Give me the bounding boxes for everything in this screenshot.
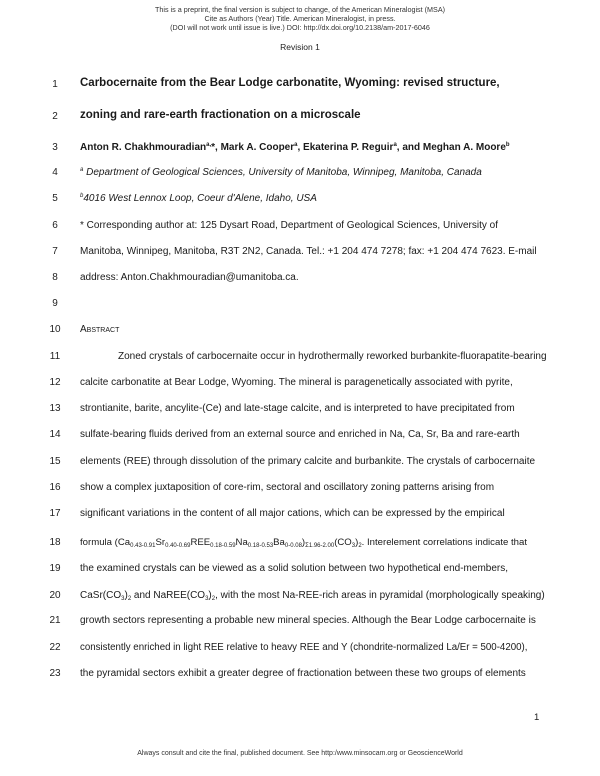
abstract-line: growth sectors representing a probable new mineral species. Although the Bear Lodge carbocernaite is (80, 615, 536, 626)
formula-subscript: 2 (127, 596, 132, 602)
line-number: 17 (49, 508, 61, 519)
author-1: Anton R. Chakhmouradian (80, 142, 207, 153)
line-number: 1 (52, 79, 58, 90)
author-1-affiliation: a, (206, 142, 212, 148)
author-2-affiliation: a (294, 142, 298, 148)
formula-subscript: 0-0.08 (284, 543, 302, 549)
formula-subscript: 3 (205, 596, 209, 602)
preprint-notice: This is a preprint, the final version is subject to change, of the American Mineralogist (MSA) (154, 5, 446, 14)
affiliation-a-text: Department of Geological Sciences, University of Manitoba, Winnipeg, Manitoba, Canada (86, 167, 482, 178)
formula-text: ) (208, 590, 212, 601)
correspondence-line-2: Manitoba, Winnipeg, Manitoba, R3T 2N2, Canada. Tel.: +1 204 474 7278; fax: +1 204 474 7623. E-mail (80, 246, 537, 257)
formula-text: REE (190, 537, 211, 548)
affiliation-b-marker: b (80, 193, 84, 199)
formula-subscript: 0.18-0.59 (210, 543, 236, 549)
line-number: 3 (52, 142, 58, 153)
formula-subscript: 0.43-0.91 (130, 543, 156, 549)
formula-text: (CO (334, 537, 352, 548)
abstract-line: elements (REE) through dissolution of the primary calcite and burbankite. The crystals of carbocernaite (80, 456, 536, 467)
line-number: 9 (52, 298, 58, 309)
line-number: 8 (52, 272, 58, 283)
line-number: 12 (49, 377, 61, 388)
abstract-line: strontianite, barite, ancylite-(Ce) and late-stage calcite, and is interpreted to have precipitated from (80, 403, 515, 414)
formula-subscript: 0.18-0.53 (247, 543, 274, 549)
formula-text: . Interelement correlations indicate that (361, 537, 527, 548)
line-number: 11 (49, 351, 61, 362)
author-4-affiliation: b (505, 142, 510, 148)
page-number: 1 (534, 712, 540, 723)
corresponding-mark: * (211, 142, 216, 153)
revision-label: Revision 1 (280, 42, 320, 52)
line-number: 2 (52, 111, 58, 122)
abstract-line: show a complex juxtaposition of core-rim, sectoral and oscillatory zoning patterns arising from (80, 482, 495, 493)
line-number: 4 (52, 167, 58, 178)
line-number: 21 (49, 615, 61, 626)
doi-notice: (DOI will not work until issue is live.) DOI: http://dx.doi.org/10.2138/am-2017-6046 (170, 23, 430, 32)
formula-subscript: Σ1.96-2.00 (305, 543, 335, 549)
line-number: 20 (49, 590, 61, 601)
correspondence-line-1: * Corresponding author at: 125 Dysart Road, Department of Geological Sciences, University of (80, 220, 498, 231)
abstract-line: Zoned crystals of carbocernaite occur in hydrothermally reworked burbankite-fluorapatite-bearing (118, 351, 547, 362)
formula-text: CaSr(CO (80, 590, 122, 601)
affiliation-a-marker: a (80, 167, 84, 173)
author-3: , Ekaterina P. Reguir (297, 142, 394, 153)
author-4: , and Meghan A. Moore (396, 142, 506, 153)
line-number: 5 (52, 193, 58, 204)
abstract-line: the pyramidal sectors exhibit a greater degree of fractionation between these two groups of elements (80, 668, 526, 679)
line-number: 18 (49, 537, 61, 548)
correspondence-line-3: address: Anton.Chakhmouradian@umanitoba.ca. (80, 272, 299, 283)
line-number: 19 (49, 563, 61, 574)
line-number: 16 (49, 482, 61, 493)
abstract-line-formula (80, 537, 527, 549)
affiliation-b-text: 4016 West Lennox Loop, Coeur d'Alene, Idaho, USA (83, 193, 317, 204)
author-list (80, 142, 510, 153)
abstract-line: sulfate-bearing fluids derived from an external source and enriched in Na, Ca, Sr, Ba and rare-earth (80, 429, 520, 440)
line-number: 10 (49, 324, 61, 335)
abstract-line: calcite carbonatite at Bear Lodge, Wyoming. The mineral is paragenetically associated with pyrite, (80, 377, 513, 388)
line-number: 14 (49, 429, 61, 440)
formula-text: and NaREE(CO (131, 590, 206, 601)
formula-subscript: 3 (351, 543, 356, 549)
paper-title-line-2: zoning and rare-earth fractionation on a microscale (80, 109, 361, 121)
formula-text: ) (355, 537, 359, 548)
formula-subscript: 2 (358, 543, 362, 549)
formula-subscript: 2 (211, 596, 216, 602)
line-number: 13 (49, 403, 61, 414)
line-number: 15 (49, 456, 61, 467)
line-number: 22 (49, 642, 61, 653)
formula-text: Ba (273, 537, 285, 548)
affiliation-a (80, 167, 482, 178)
formula-text: ) (124, 590, 128, 601)
abstract-line: consistently enriched in light REE relative to heavy REE and Y (chondrite-normalized La/Er = 500-4200), (80, 642, 528, 653)
abstract-heading: Abstract (80, 324, 120, 335)
formula-text: ) (301, 537, 306, 548)
affiliation-b (80, 193, 317, 204)
formula-subscript: 0.40-0.69 (165, 543, 191, 549)
formula-subscript: 3 (121, 596, 125, 602)
line-number: 23 (49, 668, 61, 679)
formula-text: , with the most Na-REE-rich areas in pyramidal (morphologically speaking) (215, 590, 545, 601)
paper-title-line-1: Carbocernaite from the Bear Lodge carbonatite, Wyoming: revised structure, (80, 77, 500, 89)
line-number: 6 (52, 220, 58, 231)
author-3-affiliation: a (393, 142, 397, 148)
author-2: , Mark A. Cooper (215, 142, 295, 153)
abstract-line: the examined crystals can be viewed as a solid solution between two hypothetical end-members, (80, 563, 509, 574)
line-number: 7 (52, 246, 58, 257)
formula-text: Na (235, 537, 248, 548)
formula-text: formula (Ca (80, 537, 131, 548)
formula-text: Sr (155, 537, 166, 548)
abstract-line: significant variations in the content of all major cations, which can be expressed by the empirical (80, 508, 505, 519)
citation-notice: Cite as Authors (Year) Title. American Mineralogist, in press. (204, 14, 396, 23)
abstract-line-end-members (80, 590, 545, 602)
footer-notice: Always consult and cite the final, published document. See http:/www.minsocam.org or GeoscienceWorld (137, 750, 463, 757)
